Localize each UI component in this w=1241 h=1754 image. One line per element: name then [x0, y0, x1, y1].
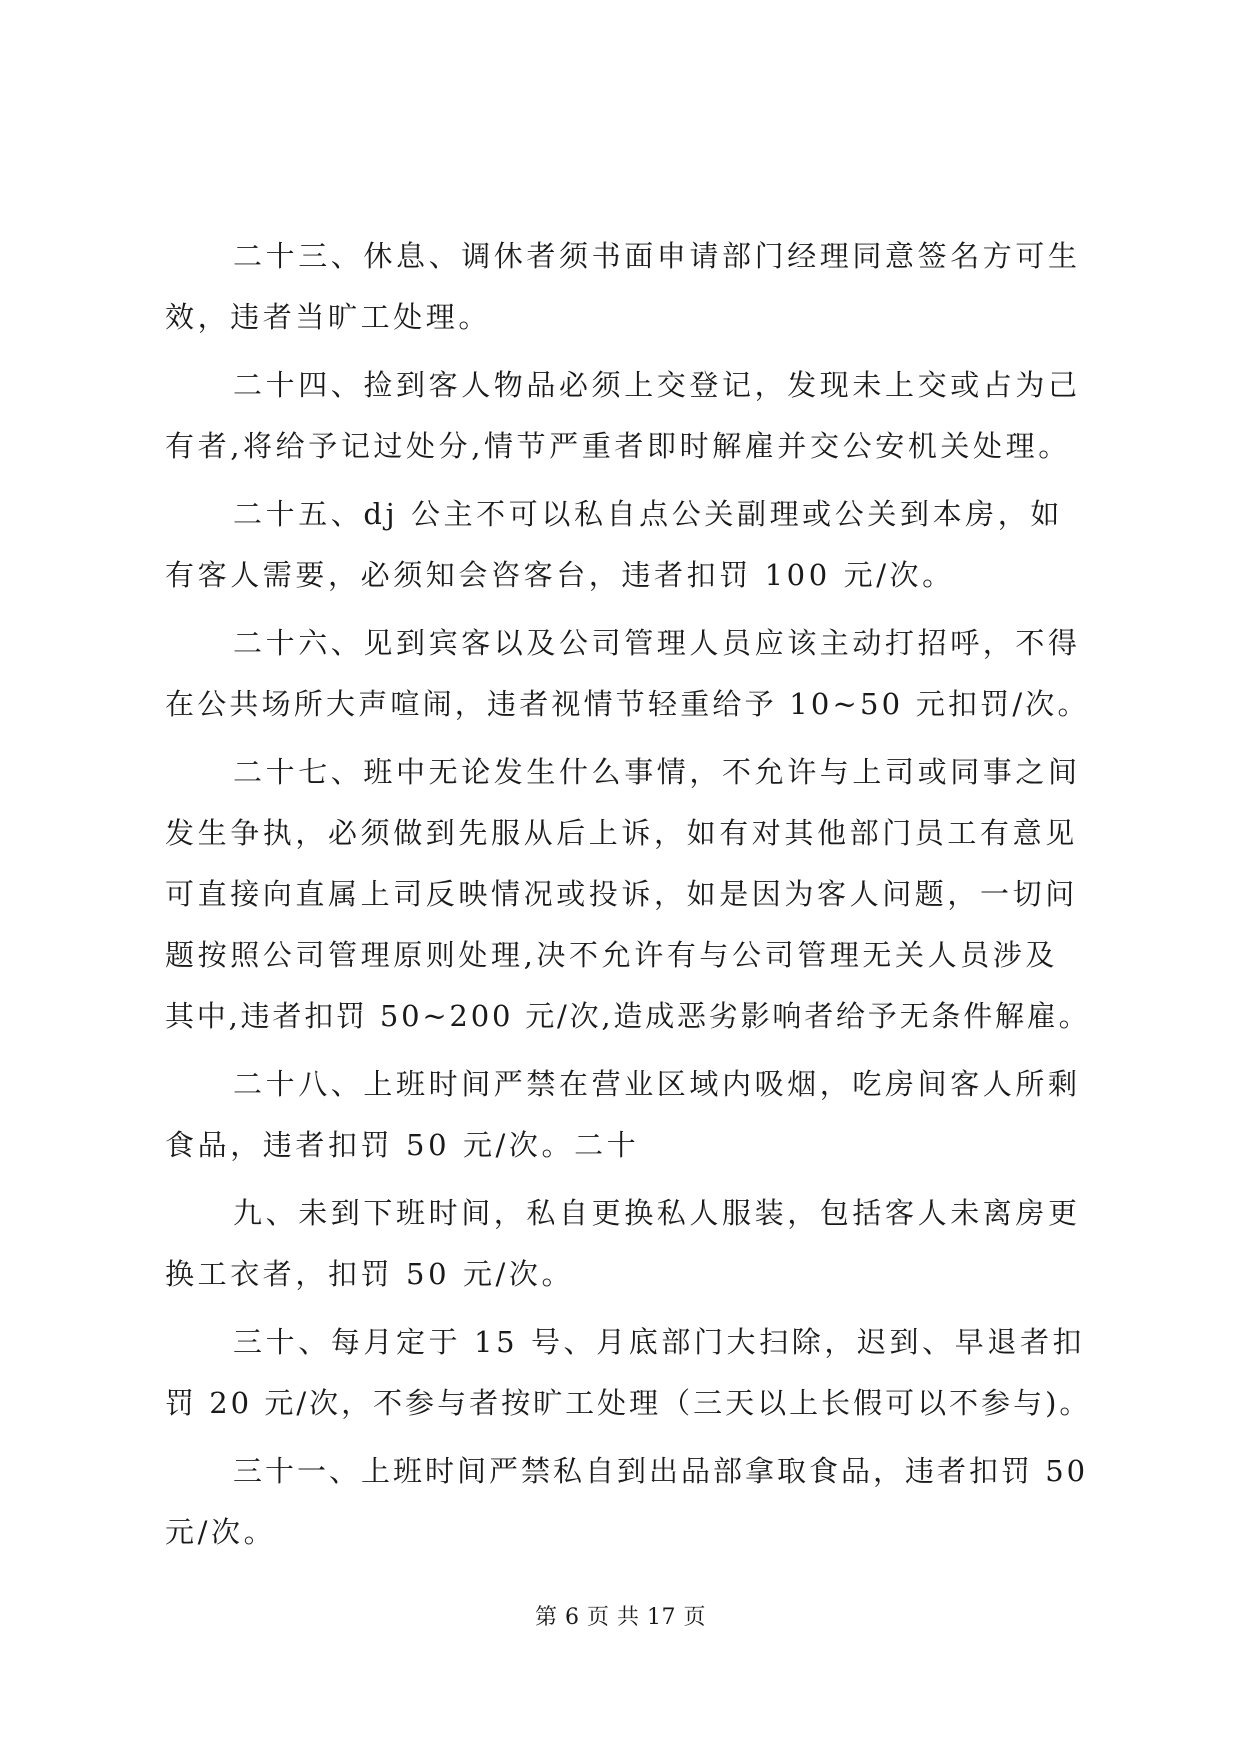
text-line: 二十八、上班时间严禁在营业区域内吸烟，吃房间客人所剩 [233, 1067, 1081, 1101]
text-line: 三十一、上班时间严禁私自到出品部拿取食品，违者扣罚 50 [233, 1454, 1089, 1488]
text-line: 题按照公司管理原则处理,决不允许有与公司管理无关人员涉及 [165, 938, 1059, 972]
text-line: 可直接向直属上司反映情况或投诉，如是因为客人问题，一切问 [165, 877, 1078, 911]
text-line: 有者,将给予记过处分,情节严重者即时解雇并交公安机关处理。 [165, 429, 1071, 463]
text-line: 发生争执，必须做到先服从后上诉，如有对其他部门员工有意见 [165, 816, 1078, 850]
text-line: 在公共场所大声喧闹，违者视情节轻重给予 10~50 元扣罚/次。 [165, 687, 1090, 721]
text-line: 二十六、见到宾客以及公司管理人员应该主动打招呼，不得 [233, 626, 1081, 660]
text-line: 罚 20 元/次，不参与者按旷工处理（三天以上长假可以不参与)。 [165, 1386, 1092, 1420]
text-line: 食品，违者扣罚 50 元/次。二十 [165, 1128, 640, 1162]
text-line: 九、未到下班时间，私自更换私人服装，包括客人未离房更 [233, 1196, 1081, 1230]
text-line: 其中,违者扣罚 50~200 元/次,造成恶劣影响者给予无条件解雇。 [165, 999, 1091, 1033]
text-line: 有客人需要，必须知会咨客台，违者扣罚 100 元/次。 [165, 558, 955, 592]
text-line: 三十、每月定于 15 号、月底部门大扫除，迟到、早退者扣 [233, 1325, 1086, 1359]
text-line: 二十四、捡到客人物品必须上交登记，发现未上交或占为己 [233, 368, 1081, 402]
text-line: 二十七、班中无论发生什么事情，不允许与上司或同事之间 [233, 755, 1081, 789]
page-number: 第 6 页 共 17 页 [535, 1605, 706, 1630]
text-line: 二十五、dj 公主不可以私自点公关副理或公关到本房，如 [233, 497, 1063, 531]
text-line: 换工衣者，扣罚 50 元/次。 [165, 1257, 575, 1291]
text-line: 效，违者当旷工处理。 [165, 300, 492, 334]
text-line: 元/次。 [165, 1515, 277, 1549]
text-line: 二十三、休息、调休者须书面申请部门经理同意签名方可生 [233, 239, 1081, 273]
